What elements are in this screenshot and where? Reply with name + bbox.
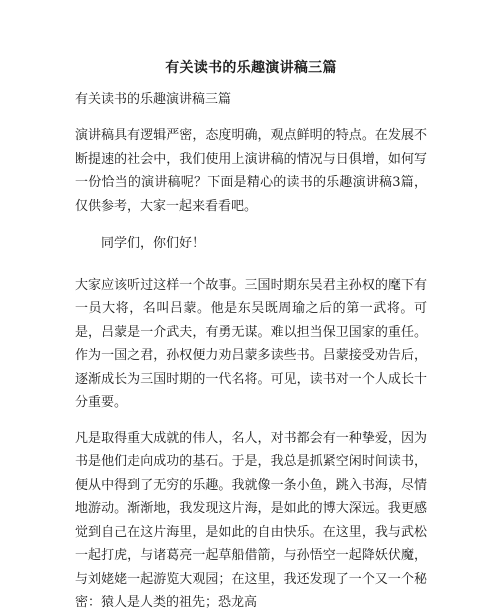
document-title: 有关读书的乐趣演讲稿三篇 — [165, 60, 337, 76]
paragraph-story: 大家应该听过这样一个故事。三国时期东吴君主孙权的麾下有一员大将，名叫吕蒙。他是东吴既周瑜之后的第一武将。可是，吕蒙是一介武夫，有勇无谋。难以担当保卫国家的重任。作为一国之君，孙权便力劝吕蒙多读些书。吕蒙接受劝告后，逐渐成长为三国时期的一代名将。可见，读书对一个人成长十分重要。 — [75, 277, 427, 410]
document-subtitle: 有关读书的乐趣演讲稿三篇 — [75, 92, 232, 107]
paragraph-greeting: 同学们，你们好！ — [101, 236, 206, 251]
paragraph-intro: 演讲稿具有逻辑严密，态度明确，观点鲜明的特点。在发展不断提速的社会中，我们使用上演讲稿的情况与日俱增，如何写一份恰当的演讲稿呢？下面是精心的读书的乐趣演讲稿3篇，仅供参考，大家一起来看看吧。 — [75, 128, 427, 214]
paragraph-reading-joy: 凡是取得重大成就的伟人，名人，对书都会有一种挚爱，因为书是他们走向成功的基石。于是，我总是抓紧空闲时间读书，便从中得到了无穷的乐趣。我就像一条小鱼，跳入书海，尽情地游动。渐渐地，我发现这片海，是如此的博大深远。我更感觉到自己在这片海里，是如此的自由快乐。在这里，我与武松一起打虎，与诸葛亮一起草船借箭，与孙悟空一起降妖伏魔，与刘姥姥一起游览大观园；在这里，我还发现了一个又一个秘密：猿人是人类的祖先；恐龙高 — [75, 430, 427, 610]
